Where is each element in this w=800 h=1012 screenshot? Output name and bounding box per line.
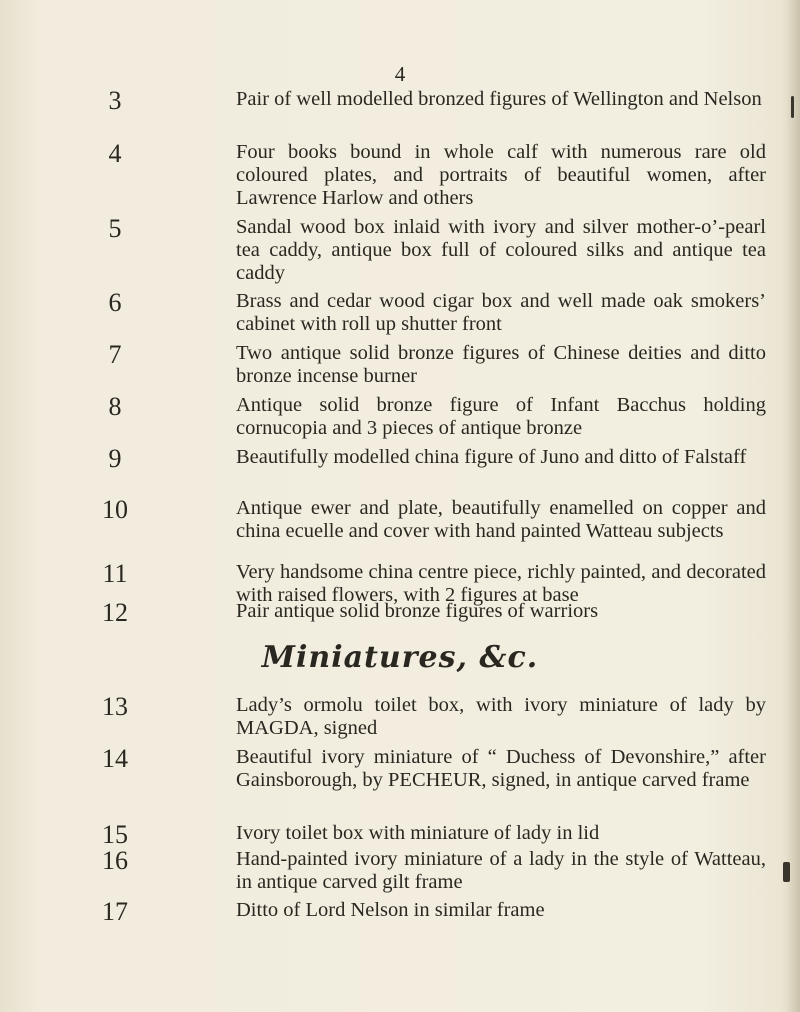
lot-description: Beautifully modelled china figure of Juno and ditto of Falstaff [236,446,747,468]
lot-item [108,214,766,285]
lot-number: 16 [102,846,128,875]
lot-description: Two antique solid bronze figures of Chinese deities and ditto bronze incense burner [236,342,766,387]
lot-item [108,444,766,473]
page-number: 4 [394,62,406,86]
lot-number: 3 [108,86,122,115]
lot-description: Brass and cedar wood cigar box and well made oak smokers’ cabinet with roll up shutter front [236,290,766,335]
lot-description: Sandal wood box inlaid with ivory and silver mother-o’-pearl tea caddy, antique box full of coloured silks and antique tea caddy [236,216,766,284]
section-heading: Miniatures, &c. [261,640,539,675]
lot-description: Ivory toilet box with miniature of lady in lid [236,822,600,844]
lot-item [102,692,766,740]
edge-mark [791,96,794,118]
lot-number: 15 [102,820,128,849]
lot-item [102,598,766,627]
lot-number: 17 [102,897,128,926]
lot-item [108,86,766,115]
lot-item [108,288,766,336]
lot-item [108,392,766,440]
lot-item [108,139,766,210]
lot-number: 14 [102,744,128,773]
lot-number: 11 [102,559,128,588]
lot-number: 12 [102,598,128,627]
lot-number: 13 [102,692,128,721]
lot-item [102,846,766,894]
lot-number: 7 [108,340,122,369]
lot-description: Four books bound in whole calf with numerous rare old coloured plates, and portraits of beautiful women, after Lawrence Harlow and others [236,141,766,209]
lot-number: 5 [108,214,122,243]
page-edge-shadow [786,0,800,1012]
lot-description: Antique solid bronze figure of Infant Bacchus holding cornucopia and 3 pieces of antique bronze [236,394,766,439]
edge-mark [783,862,790,882]
lot-item [102,820,766,849]
lot-number: 6 [108,288,122,317]
lot-description: Hand-painted ivory miniature of a lady in the style of Watteau, in antique carved gilt frame [236,848,766,893]
lot-item [108,340,766,388]
lot-description: Beautiful ivory miniature of “ Duchess of Devonshire,” after Gainsborough, by PECHEUR, signed, in antique carved frame [236,746,766,791]
lot-number: 8 [108,392,122,421]
lot-description: Ditto of Lord Nelson in similar frame [236,899,545,921]
lot-description: Very handsome china centre piece, richly painted, and decorated with raised flowers, with 2 figures at base [236,561,766,606]
lot-item [102,744,766,792]
lot-number: 9 [108,444,122,473]
lot-description: Lady’s ormolu toilet box, with ivory miniature of lady by MAGDA, signed [236,694,766,739]
lot-description: Pair antique solid bronze figures of warriors [236,600,599,622]
lot-item [102,897,766,926]
lot-description: Antique ewer and plate, beautifully enamelled on copper and china ecuelle and cover with hand painted Watteau subjects [236,497,766,542]
lot-description: Pair of well modelled bronzed figures of Wellington and Nelson [236,88,762,110]
lot-item [102,495,766,543]
lot-number: 4 [108,139,122,168]
lot-number: 10 [102,495,128,524]
